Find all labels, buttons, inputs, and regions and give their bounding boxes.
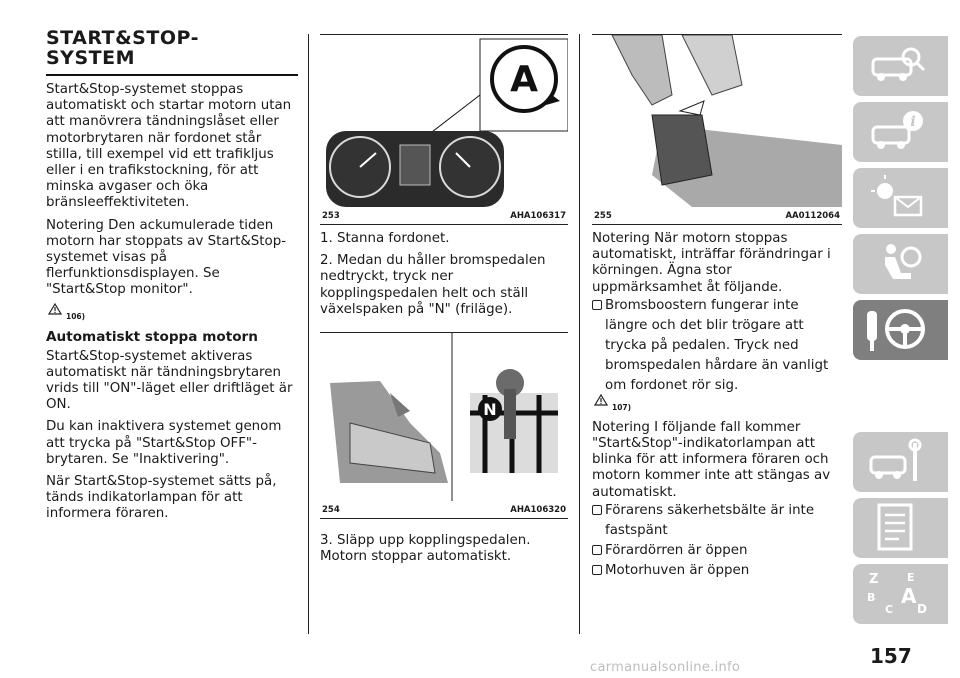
step-2: 2. Medan du håller bromspedalen nedtryckt, tryck ner kopplingspedalen helt och ställ växelspaken på "N" (friläge). bbox=[320, 253, 546, 317]
checkbox-square-icon bbox=[592, 545, 602, 555]
figure-254 bbox=[320, 332, 568, 519]
checkbox-square-icon bbox=[592, 300, 602, 310]
alphabet-index-icon bbox=[863, 567, 933, 621]
warning-ref-number: 107) bbox=[612, 402, 632, 412]
watermark: carmanualsonline.info bbox=[590, 660, 741, 675]
callout-label-a: A bbox=[510, 59, 538, 100]
sidebar-tab-warning-lights[interactable] bbox=[853, 168, 948, 228]
section-title bbox=[46, 28, 298, 76]
list-item-hood bbox=[592, 561, 842, 581]
warning-reference-107 bbox=[594, 394, 842, 412]
warning-triangle-icon bbox=[48, 303, 62, 315]
sidebar-tab-index[interactable] bbox=[853, 564, 948, 624]
section-title-line1: START&STOP- bbox=[46, 27, 199, 49]
list-item-text: Förardörren är öppen bbox=[605, 542, 748, 558]
checkbox-square-icon bbox=[592, 565, 602, 575]
note-paragraph: Notering Den ackumulerade tiden motorn har stoppats av Start&Stop-systemet visas på flerfunktionsdisplayen. Se "Start&Stop monitor". bbox=[46, 217, 287, 298]
sidebar-tab-maintenance[interactable] bbox=[853, 432, 948, 492]
list-item-seatbelt bbox=[592, 501, 842, 541]
column-separator-1 bbox=[308, 34, 309, 634]
svg-text:D: D bbox=[917, 602, 927, 616]
warning-ref-number: 106) bbox=[66, 311, 86, 321]
column-separator-2 bbox=[579, 34, 580, 634]
figure-253 bbox=[320, 34, 568, 225]
svg-text:Z: Z bbox=[869, 572, 879, 587]
list-item-text: Bromsboostern fungerar inte längre och det blir trögare att trycka på pedalen. Tryck ned bromspedalen hårdare än vanligt om fordonet rör sig. bbox=[605, 297, 829, 393]
column-left bbox=[46, 28, 298, 529]
sidebar-tab-car-search[interactable] bbox=[853, 36, 948, 96]
figure-254-code: AHA106320 bbox=[510, 505, 566, 516]
svg-text:A: A bbox=[901, 584, 917, 608]
figure-255-number: 255 bbox=[594, 211, 612, 221]
section-title-line2: SYSTEM bbox=[46, 47, 135, 69]
svg-text:E: E bbox=[907, 571, 915, 584]
list-item-text: Motorhuven är öppen bbox=[605, 562, 750, 578]
car-search-icon bbox=[867, 41, 927, 91]
note-indicator-blink: Notering I följande fall kommer "Start&Stop"-indikatorlampan att blinka för att informera föraren och motorn kommer inte att stängas av automatiskt. bbox=[592, 419, 831, 500]
key-steering-wheel-icon bbox=[863, 305, 933, 355]
paragraph-activation: Start&Stop-systemet aktiveras automatiskt när tändningsbrytaren vrids till "ON"-läget eller driftläget är ON. bbox=[46, 348, 293, 413]
note-driving-changes: Notering När motorn stoppas automatiskt, inträffar förändringar i körningen. Ägna stor uppmärksamhet åt följande. bbox=[592, 231, 831, 295]
list-item-driver-door bbox=[592, 541, 842, 561]
sidebar-tab-car-info[interactable] bbox=[853, 102, 948, 162]
step-3: 3. Släpp upp kopplingspedalen. Motorn stoppar automatiskt. bbox=[320, 533, 531, 565]
warning-lights-icon bbox=[867, 173, 927, 223]
airbag-seat-icon bbox=[867, 239, 927, 289]
clutch-and-gear-illustration bbox=[320, 333, 568, 501]
figure-255-caption bbox=[592, 211, 842, 224]
column-right bbox=[592, 34, 842, 581]
neutral-gear-label: N bbox=[483, 400, 497, 420]
subheading-auto-stop: Automatiskt stoppa motorn bbox=[46, 328, 258, 345]
paragraph-deactivation: Du kan inaktivera systemet genom att trycka på "Start&Stop OFF"-brytaren. Se "Inaktivering". bbox=[46, 419, 282, 467]
figure-255-code: AA0112064 bbox=[785, 211, 840, 221]
checklist-icon bbox=[867, 503, 927, 553]
checkbox-square-icon bbox=[592, 505, 602, 515]
svg-text:B: B bbox=[867, 591, 876, 604]
car-wrench-icon bbox=[867, 437, 927, 487]
figure-254-caption bbox=[320, 505, 568, 518]
sidebar-tab-starting-driving[interactable] bbox=[853, 300, 948, 360]
figure-253-code: AHA106317 bbox=[510, 211, 566, 221]
figure-255 bbox=[592, 34, 842, 225]
car-info-icon bbox=[867, 107, 927, 157]
step-1: 1. Stanna fordonet. bbox=[320, 231, 450, 246]
warning-reference bbox=[48, 303, 298, 321]
instrument-cluster-illustration bbox=[320, 35, 568, 207]
svg-text:i: i bbox=[910, 114, 916, 130]
sidebar-tab-technical-data[interactable] bbox=[853, 498, 948, 558]
figure-253-caption bbox=[320, 211, 568, 224]
svg-text:C: C bbox=[885, 603, 894, 616]
brake-pedal-illustration bbox=[592, 35, 842, 207]
page-number: 157 bbox=[870, 644, 912, 668]
paragraph-indicator: När Start&Stop-systemet sätts på, tänds indikatorlampan för att informera föraren. bbox=[46, 474, 277, 522]
intro-paragraph: Start&Stop-systemet stoppas automatiskt och startar motorn utan att manövrera tändningslåset eller motorbrytaren när fordonet står stilla, till exempel vid ett trafikljus eller i en trafikstockning, för att minska avgaser och öka bränsleeffektiviteten. bbox=[46, 82, 292, 211]
list-item-text: Förarens säkerhetsbälte är inte fastspänt bbox=[605, 502, 815, 538]
sidebar-tab-safety[interactable] bbox=[853, 234, 948, 294]
list-item-brake-booster bbox=[592, 296, 842, 396]
warning-triangle-icon bbox=[594, 394, 608, 406]
figure-253-number: 253 bbox=[322, 211, 340, 221]
figure-254-number: 254 bbox=[322, 505, 340, 516]
column-middle bbox=[320, 34, 568, 571]
